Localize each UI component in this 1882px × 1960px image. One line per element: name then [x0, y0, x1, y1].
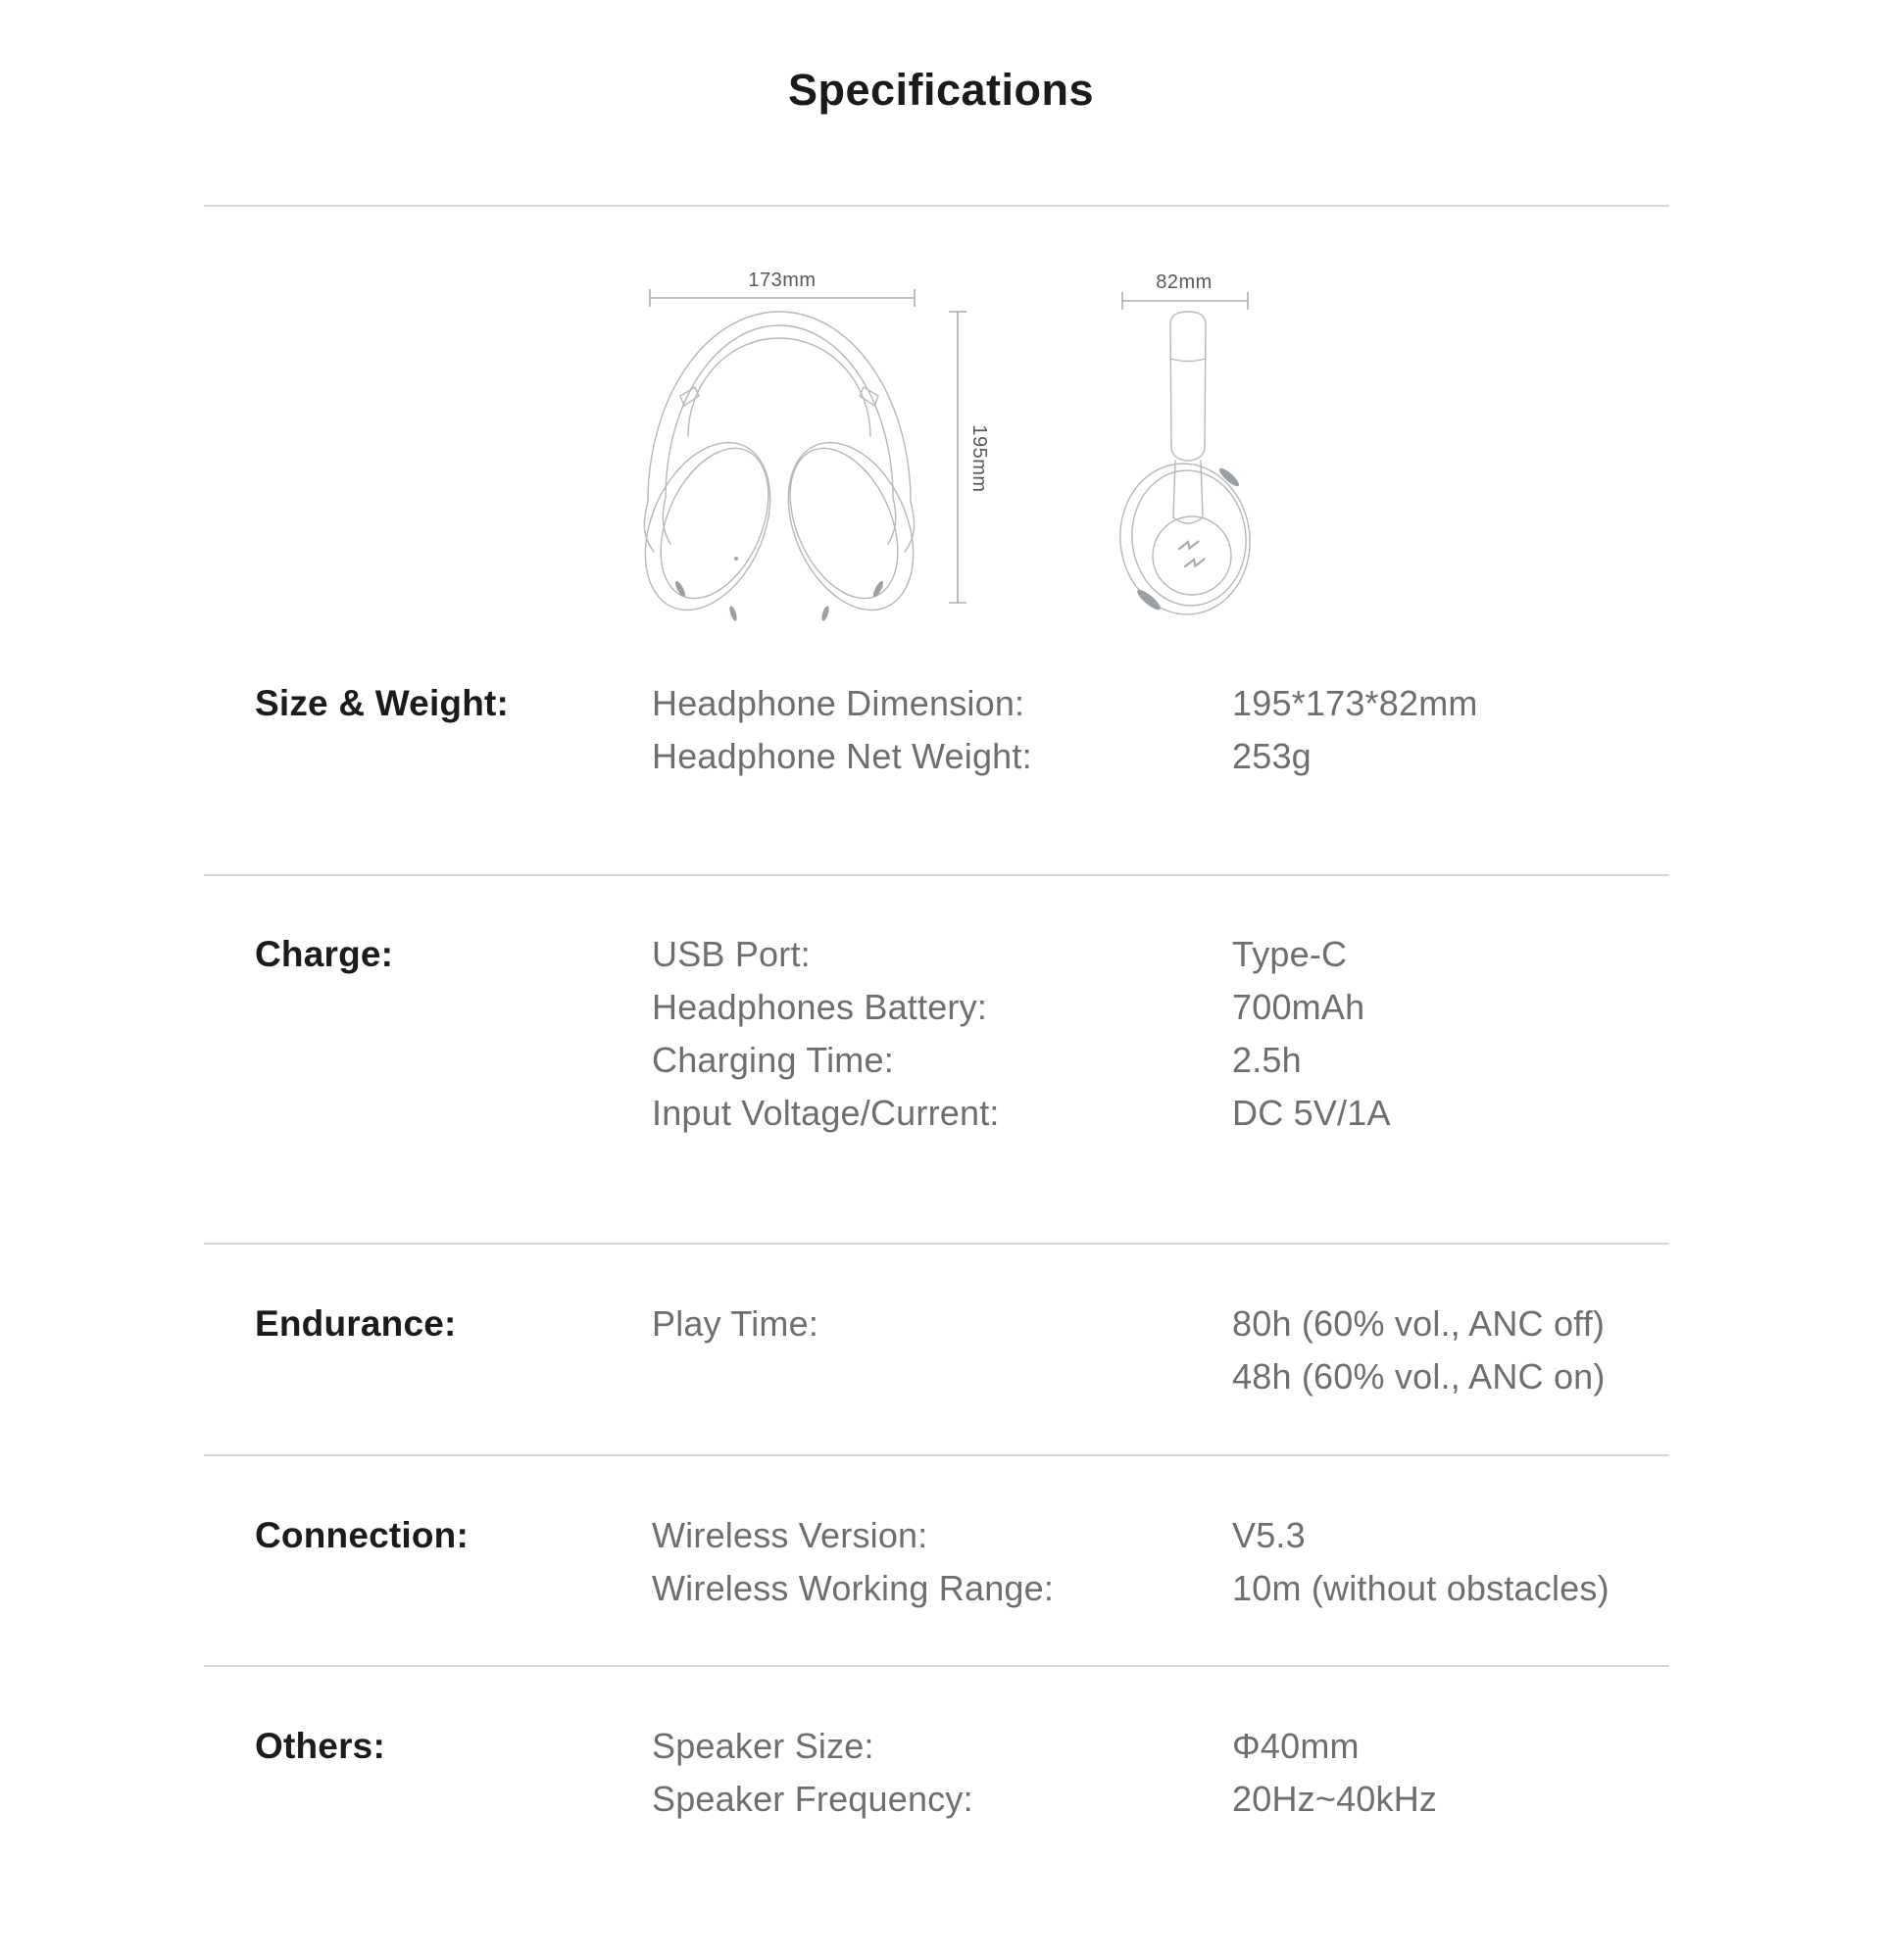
divider: [204, 1665, 1669, 1667]
spec-label: Headphone Dimension:: [652, 683, 1025, 723]
divider: [204, 1454, 1669, 1456]
side-width-dimension-label: 82mm: [1156, 271, 1213, 293]
spec-label: Charging Time:: [652, 1040, 894, 1080]
divider: [204, 205, 1669, 207]
section-title: Connection:: [255, 1515, 470, 1555]
spec-row: [652, 981, 1391, 1034]
spec-label: Wireless Version:: [652, 1515, 928, 1555]
spec-label: [652, 1350, 1232, 1403]
spec-row: [652, 730, 1478, 783]
spec-row: [652, 1087, 1391, 1140]
spec-value: Type-C: [1232, 934, 1348, 974]
spec-value: 195*173*82mm: [1232, 683, 1478, 723]
divider: [204, 1243, 1669, 1245]
front-width-dimension-label: 173mm: [748, 270, 817, 291]
headphones-front-view: [620, 312, 937, 629]
section-title: Endurance:: [255, 1303, 457, 1344]
spec-label: Wireless Working Range:: [652, 1568, 1055, 1608]
spec-row: [652, 928, 1391, 981]
spec-label: Speaker Size:: [652, 1726, 874, 1766]
spec-row: [652, 1350, 1606, 1403]
spec-value: 10m (without obstacles): [1232, 1568, 1610, 1608]
page-title: Specifications: [787, 65, 1095, 115]
spec-value: 48h (60% vol., ANC on): [1232, 1356, 1606, 1396]
section-title: Size & Weight:: [255, 683, 510, 723]
spec-value: Φ40mm: [1232, 1726, 1360, 1766]
spec-row: [652, 1034, 1391, 1087]
spec-label: Play Time:: [652, 1303, 819, 1344]
spec-value: 253g: [1232, 736, 1312, 776]
spec-value: DC 5V/1A: [1232, 1093, 1391, 1133]
headphones-side-view: [1113, 312, 1257, 620]
spec-rows: [652, 1298, 1606, 1403]
spec-row: [652, 1298, 1606, 1350]
spec-value: 2.5h: [1232, 1040, 1302, 1080]
spec-row: [652, 1773, 1437, 1826]
spec-value: 20Hz~40kHz: [1232, 1779, 1438, 1819]
spec-label: Headphones Battery:: [652, 987, 988, 1027]
spec-label: Headphone Net Weight:: [652, 736, 1032, 776]
spec-row: [652, 1562, 1610, 1615]
brand-logo-icon: [1179, 542, 1205, 567]
spec-rows: [652, 1509, 1610, 1615]
section-title: Charge:: [255, 934, 394, 974]
spec-rows: [652, 677, 1478, 783]
spec-row: [652, 677, 1478, 730]
spec-label: Speaker Frequency:: [652, 1779, 973, 1819]
spec-row: [652, 1720, 1437, 1773]
spec-rows: [652, 1720, 1437, 1826]
spec-label: Input Voltage/Current:: [652, 1093, 1000, 1133]
section-title: Others:: [255, 1726, 385, 1766]
spec-value: V5.3: [1232, 1515, 1306, 1555]
spec-label: USB Port:: [652, 934, 811, 974]
divider: [204, 874, 1669, 876]
spec-row: [652, 1509, 1610, 1562]
spec-rows: [652, 928, 1391, 1140]
spec-value: 700mAh: [1232, 987, 1365, 1027]
spec-value: 80h (60% vol., ANC off): [1232, 1303, 1606, 1344]
front-height-dimension-label: 195mm: [968, 424, 990, 493]
